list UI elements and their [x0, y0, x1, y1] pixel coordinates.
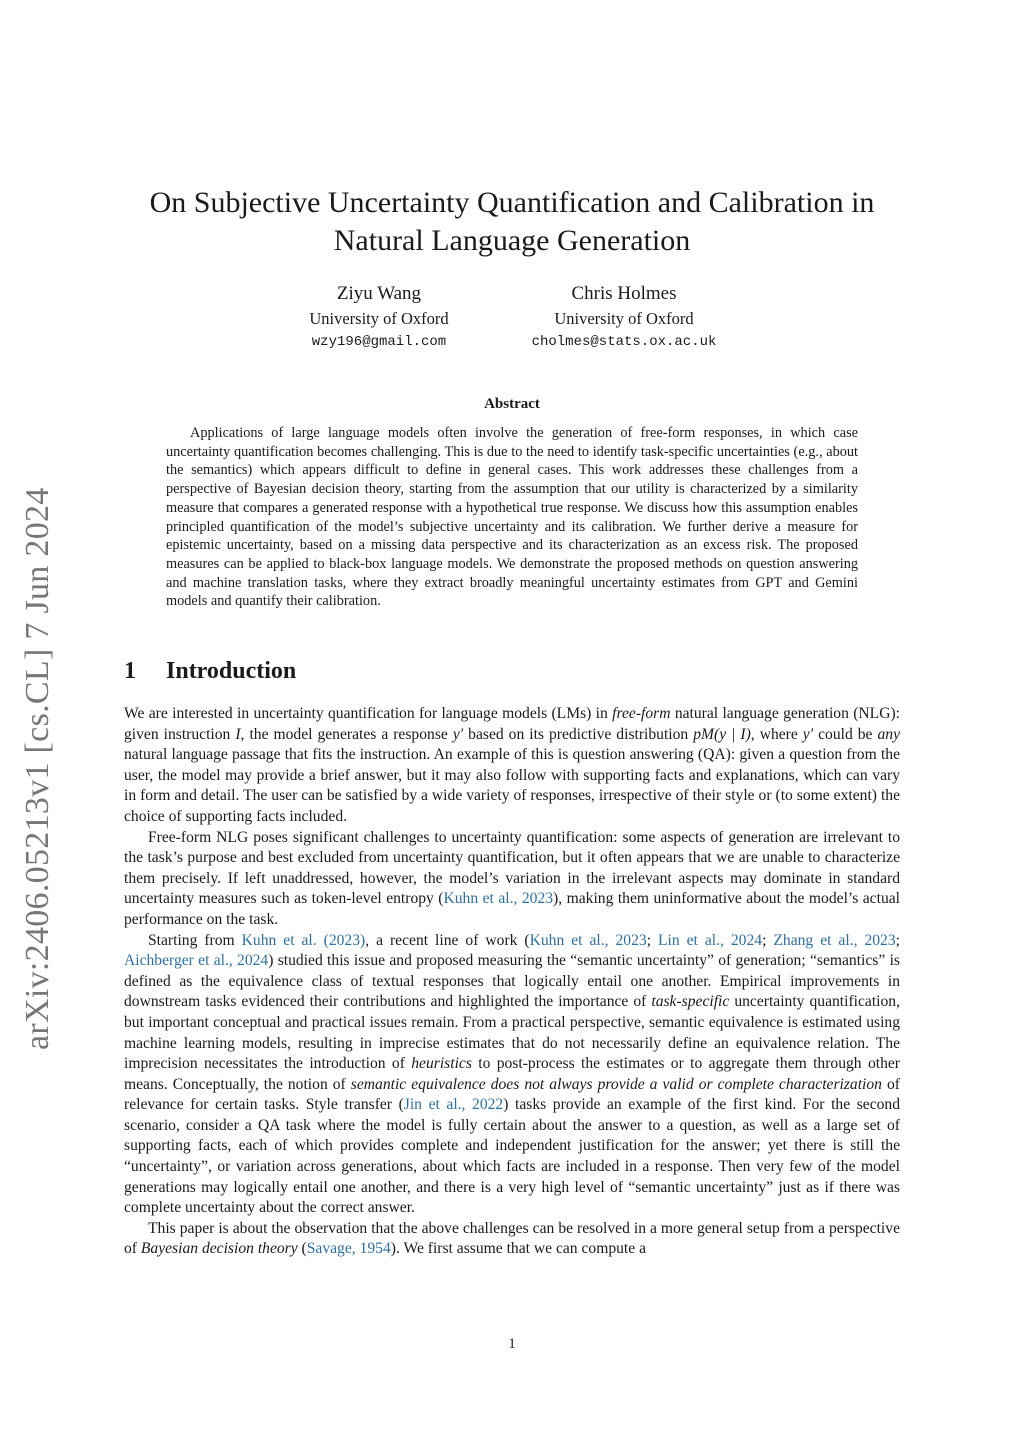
author-name: Ziyu Wang: [336, 283, 422, 304]
abstract-text: Applications of large language models often involve the generation of free-form responses, in which case uncertainty quantification becomes challenging. This is due to the need to identify task-specific uncertainties (e.g., about the semantics) which appears difficult to define in general cases. This work addresses these challenges from a perspective of Bayesian decision theory, starting from the assumption that our utility is characterized by a similarity measure that compares a generated response with a hypothetical true response. We discuss how this assumption enables principled quantification of the model’s subjective uncertainty and its calibration. We further derive a measure for epistemic uncertainty, based on a missing data perspective and its characterization as an excess risk. The proposed measures can be applied to black-box language models. We demonstrate the proposed methods on question answering and machine translation tasks, where they extract broadly meaningful uncertainty estimates from GPT and Gemini models and quantify their calibration.: [166, 425, 858, 610]
author-email: wzy196@gmail.com: [311, 334, 447, 350]
paragraph-1: We are interested in uncertainty quantification for language models (LMs) in free-form natural language generation (NLG): given instruction I, the model generates a response y′ based on its predictive distribution pM(y | I), where y′ could be any natural language passage that fits the instruction. An example of this is question answering (QA): given a question from the user, the model may provide a brief answer, but it may also follow with supporting facts and explanations, which can vary in form and detail. The user can be satisfied by a wide variety of responses, irrespective of their style or (to some extent) the choice of supporting facts included.: [124, 705, 900, 825]
citation-link[interactable]: Savage, 1954: [306, 1240, 391, 1258]
paper-title: On Subjective Uncertainty Quantification and Calibration in Natural Language Generation: [149, 186, 875, 257]
author-name: Chris Holmes: [571, 283, 677, 304]
paragraph-4: This paper is about the observation that the above challenges can be resolved in a more general setup from a perspective of Bayesian decision theory (Savage, 1954). We first assume that we can compute a: [124, 1219, 900, 1258]
author-affiliation: University of Oxford: [554, 309, 694, 328]
body-text: [124, 704, 900, 1260]
section-heading: [124, 658, 296, 685]
arxiv-identifier: arXiv:2406.05213v1 [cs.CL] 7 Jun 2024: [19, 487, 56, 1050]
paragraph-3: Starting from Kuhn et al. (2023), a recent line of work (Kuhn et al., 2023; Lin et al., 2024; Zhang et al., 2023; Aichberger et al., 2024) studied this issue and proposed measuring the “semantic uncertainty” of generation; “semantics” is defined as the equivalence class of textual responses that logically entail one another. Empirical improvements in downstream tasks evidenced their contributions and highlighted the importance of task-specific uncertainty quantification, but important conceptual and practical issues remain. From a practical perspective, semantic equivalence is estimated using machine learning models, resulting in imprecise estimates that do not necessarily define an equivalence relation. The imprecision necessitates the introduction of heuristics to post-process the estimates or to aggregate them through other means. Conceptually, the notion of semantic equivalence does not always provide a valid or complete characterization of relevance for certain tasks. Style transfer (Jin et al., 2022) tasks provide an example of the first kind. For the second scenario, consider a QA task where the model is fully certain about the answer to a question, as well as a large set of supporting facts, each of which provides complete and independent justification for the answer; yet there is still the “uncertainty”, or variation across generations, about which facts are included in a response. Then very few of the model generations may logically entail one another, and there is a very high level of “semantic uncertainty” just as if there was complete uncertainty about the correct answer.: [124, 931, 901, 1217]
citation-link[interactable]: Jin et al., 2022: [403, 1096, 504, 1114]
citation-link[interactable]: Zhang et al., 2023: [773, 931, 896, 949]
author-affiliation: University of Oxford: [309, 309, 449, 328]
author-2: [474, 282, 774, 353]
citation-link[interactable]: Lin et al., 2024: [658, 931, 763, 949]
paragraph-2: Free-form NLG poses significant challenges to uncertainty quantification: some aspects of generation are irrelevant to the task’s purpose and best excluded from uncertainty quantification, but it often appears that we are unable to characterize them precisely. If left unaddressed, however, the model’s variation in the irrelevant aspects may dominate in standard uncertainty measures such as token-level entropy (Kuhn et al., 2023), making them uninformative about the model’s actual performance on the task.: [124, 828, 900, 928]
section-number: 1: [124, 658, 136, 684]
page-number: 1: [508, 1336, 516, 1352]
author-email: cholmes@stats.ox.ac.uk: [531, 334, 717, 350]
section-title: Introduction: [166, 658, 297, 684]
citation-link[interactable]: Kuhn et al., 2023: [529, 931, 647, 949]
citation-link[interactable]: Kuhn et al. (2023): [241, 931, 366, 949]
citation-link[interactable]: Kuhn et al., 2023: [443, 890, 554, 908]
abstract-heading: Abstract: [484, 396, 540, 412]
citation-link[interactable]: Aichberger et al., 2024: [124, 952, 269, 970]
